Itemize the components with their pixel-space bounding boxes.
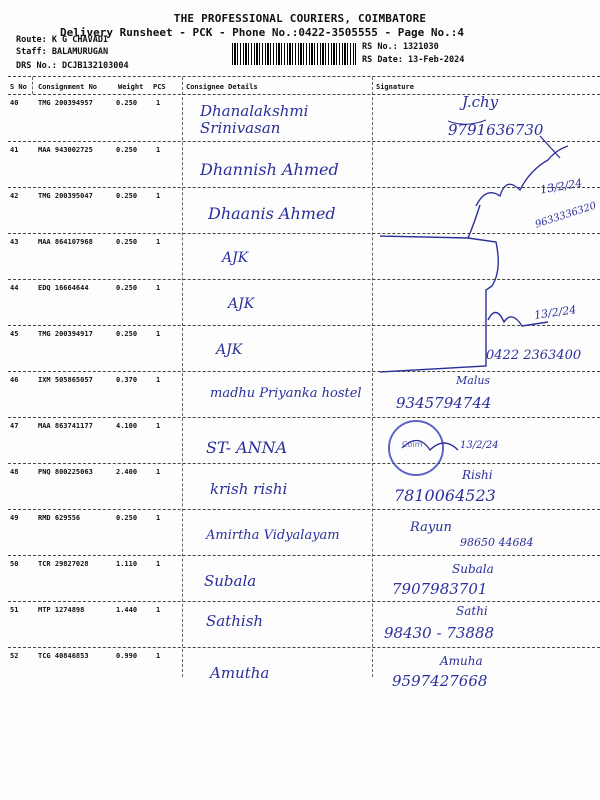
row-sno: 46 bbox=[10, 376, 19, 384]
col-signature: Signature bbox=[376, 83, 414, 91]
row-phone: 98430 - 73888 bbox=[384, 624, 495, 642]
row-pcs: 1 bbox=[156, 606, 161, 614]
row-consignee: Dhannish Ahmed bbox=[200, 160, 339, 179]
row-pcs: 1 bbox=[156, 99, 161, 107]
row-weight: 0.250 bbox=[116, 514, 138, 522]
runsheet-subtitle: Delivery Runsheet - PCK - Phone No.:0422-3505555 - Page No.:4 bbox=[60, 26, 464, 39]
row-consignment: TCG 40846853 bbox=[38, 652, 89, 660]
row-consignment: PNQ 800225063 bbox=[38, 468, 93, 476]
row-consignment: MAA 863741177 bbox=[38, 422, 93, 430]
row-weight: 0.250 bbox=[116, 284, 138, 292]
row-pcs: 1 bbox=[156, 468, 161, 476]
row-weight: 0.990 bbox=[116, 652, 138, 660]
row-consignee: krish rishi bbox=[210, 480, 288, 498]
row-consignee: Dhaanis Ahmed bbox=[208, 204, 336, 223]
row-phone: 9345794744 bbox=[396, 394, 492, 412]
row-phone: 98650 44684 bbox=[460, 536, 534, 549]
row-pcs: 1 bbox=[156, 238, 161, 246]
row-signature: Malus bbox=[456, 374, 491, 387]
col-consignment: Consignment No bbox=[38, 83, 98, 91]
row-consignment: MAA 943002725 bbox=[38, 146, 93, 154]
row-weight: 0.250 bbox=[116, 238, 138, 246]
route-label: Route: K G CHAVADI bbox=[16, 35, 109, 45]
row-sno: 50 bbox=[10, 560, 19, 568]
rs-number: RS No.: 1321030 bbox=[362, 42, 439, 52]
signature-scribble bbox=[488, 312, 548, 326]
date-annotation: 13/2/24 bbox=[533, 303, 578, 322]
row-weight: 0.250 bbox=[116, 99, 138, 107]
row-consignee: madhu Priyanka hostel bbox=[210, 386, 362, 401]
row-pcs: 1 bbox=[156, 514, 161, 522]
row-pcs: 1 bbox=[156, 376, 161, 384]
staff-label: Staff: BALAMURUGAN bbox=[16, 47, 109, 57]
row-signature: Sathi bbox=[456, 604, 488, 618]
row-signature: J.chy bbox=[462, 93, 499, 111]
row-signature: Rayun bbox=[410, 520, 452, 535]
signature-scribble bbox=[448, 120, 486, 124]
row-sno: 47 bbox=[10, 422, 19, 430]
row-weight: 0.250 bbox=[116, 330, 138, 338]
row-sno: 48 bbox=[10, 468, 19, 476]
row-consignment: TMG 200395047 bbox=[38, 192, 93, 200]
row-weight: 2.400 bbox=[116, 468, 138, 476]
date-annotation: 13/2/24 bbox=[460, 440, 499, 451]
row-weight: 0.370 bbox=[116, 376, 138, 384]
row-phone: 7907983701 bbox=[392, 580, 488, 598]
row-weight: 0.250 bbox=[116, 146, 138, 154]
row-sno: 43 bbox=[10, 238, 19, 246]
signature-scribble bbox=[476, 146, 568, 206]
row-sno: 41 bbox=[10, 146, 19, 154]
row-pcs: 1 bbox=[156, 146, 161, 154]
row-signature: Rishi bbox=[462, 468, 493, 482]
row-weight: 4.100 bbox=[116, 422, 138, 430]
row-consignment: TMG 200394917 bbox=[38, 330, 93, 338]
row-phone: 7810064523 bbox=[394, 486, 496, 505]
col-sno: S No bbox=[10, 83, 27, 91]
col-weight: Weight bbox=[118, 83, 144, 91]
row-consignment: MTP 1274898 bbox=[38, 606, 85, 614]
row-consignment: RMD 629556 bbox=[38, 514, 81, 522]
row-consignment: EDQ 16664644 bbox=[38, 284, 89, 292]
phone-annotation: 9633336320 bbox=[533, 200, 598, 231]
row-consignment: IXM 505865057 bbox=[38, 376, 93, 384]
rs-date: RS Date: 13-Feb-2024 bbox=[362, 55, 465, 65]
row-sno: 51 bbox=[10, 606, 19, 614]
signature-scribble bbox=[402, 440, 458, 450]
bracket-stroke bbox=[380, 205, 480, 238]
row-sno: 40 bbox=[10, 99, 19, 107]
row-consignee: Subala bbox=[204, 572, 257, 590]
stamp-text: Coim bbox=[402, 440, 423, 449]
row-consignee: AJK bbox=[216, 342, 243, 358]
row-consignment: TMG 200394957 bbox=[38, 99, 93, 107]
row-weight: 1.440 bbox=[116, 606, 138, 614]
signature-scribble bbox=[540, 136, 560, 158]
row-sno: 42 bbox=[10, 192, 19, 200]
row-weight: 0.250 bbox=[116, 192, 138, 200]
row-consignee: Amutha bbox=[210, 664, 270, 682]
row-weight: 1.110 bbox=[116, 560, 138, 568]
row-phone: 9791636730 bbox=[448, 121, 544, 139]
date-annotation: 13/2/24 bbox=[539, 176, 584, 197]
row-consignee: Amirtha Vidyalayam bbox=[206, 528, 340, 543]
bracket-stroke bbox=[380, 238, 498, 372]
row-signature: Amuha bbox=[440, 654, 483, 668]
col-consignee-details: Consignee Details bbox=[186, 83, 258, 91]
row-sno: 52 bbox=[10, 652, 19, 660]
row-phone: 9597427668 bbox=[392, 672, 488, 690]
row-pcs: 1 bbox=[156, 330, 161, 338]
row-consignee: ST- ANNA bbox=[206, 438, 288, 457]
row-signature: Subala bbox=[452, 562, 494, 576]
row-pcs: 1 bbox=[156, 284, 161, 292]
row-consignee: Dhanalakshmi Srinivasan bbox=[200, 102, 309, 137]
row-pcs: 1 bbox=[156, 652, 161, 660]
row-phone: 0422 2363400 bbox=[486, 348, 582, 363]
row-pcs: 1 bbox=[156, 192, 161, 200]
row-sno: 49 bbox=[10, 514, 19, 522]
row-sno: 44 bbox=[10, 284, 19, 292]
row-consignee: Sathish bbox=[206, 612, 264, 630]
row-sno: 45 bbox=[10, 330, 19, 338]
row-consignee: AJK bbox=[222, 250, 249, 266]
row-pcs: 1 bbox=[156, 560, 161, 568]
row-consignment: TCR 29827028 bbox=[38, 560, 89, 568]
row-consignee: AJK bbox=[228, 296, 255, 312]
col-pcs: PCS bbox=[153, 83, 166, 91]
row-pcs: 1 bbox=[156, 422, 161, 430]
company-title: THE PROFESSIONAL COURIERS, COIMBATORE bbox=[173, 12, 427, 25]
drs-number: DRS No.: DCJB132103004 bbox=[16, 61, 129, 71]
row-consignment: MAA 864107968 bbox=[38, 238, 93, 246]
